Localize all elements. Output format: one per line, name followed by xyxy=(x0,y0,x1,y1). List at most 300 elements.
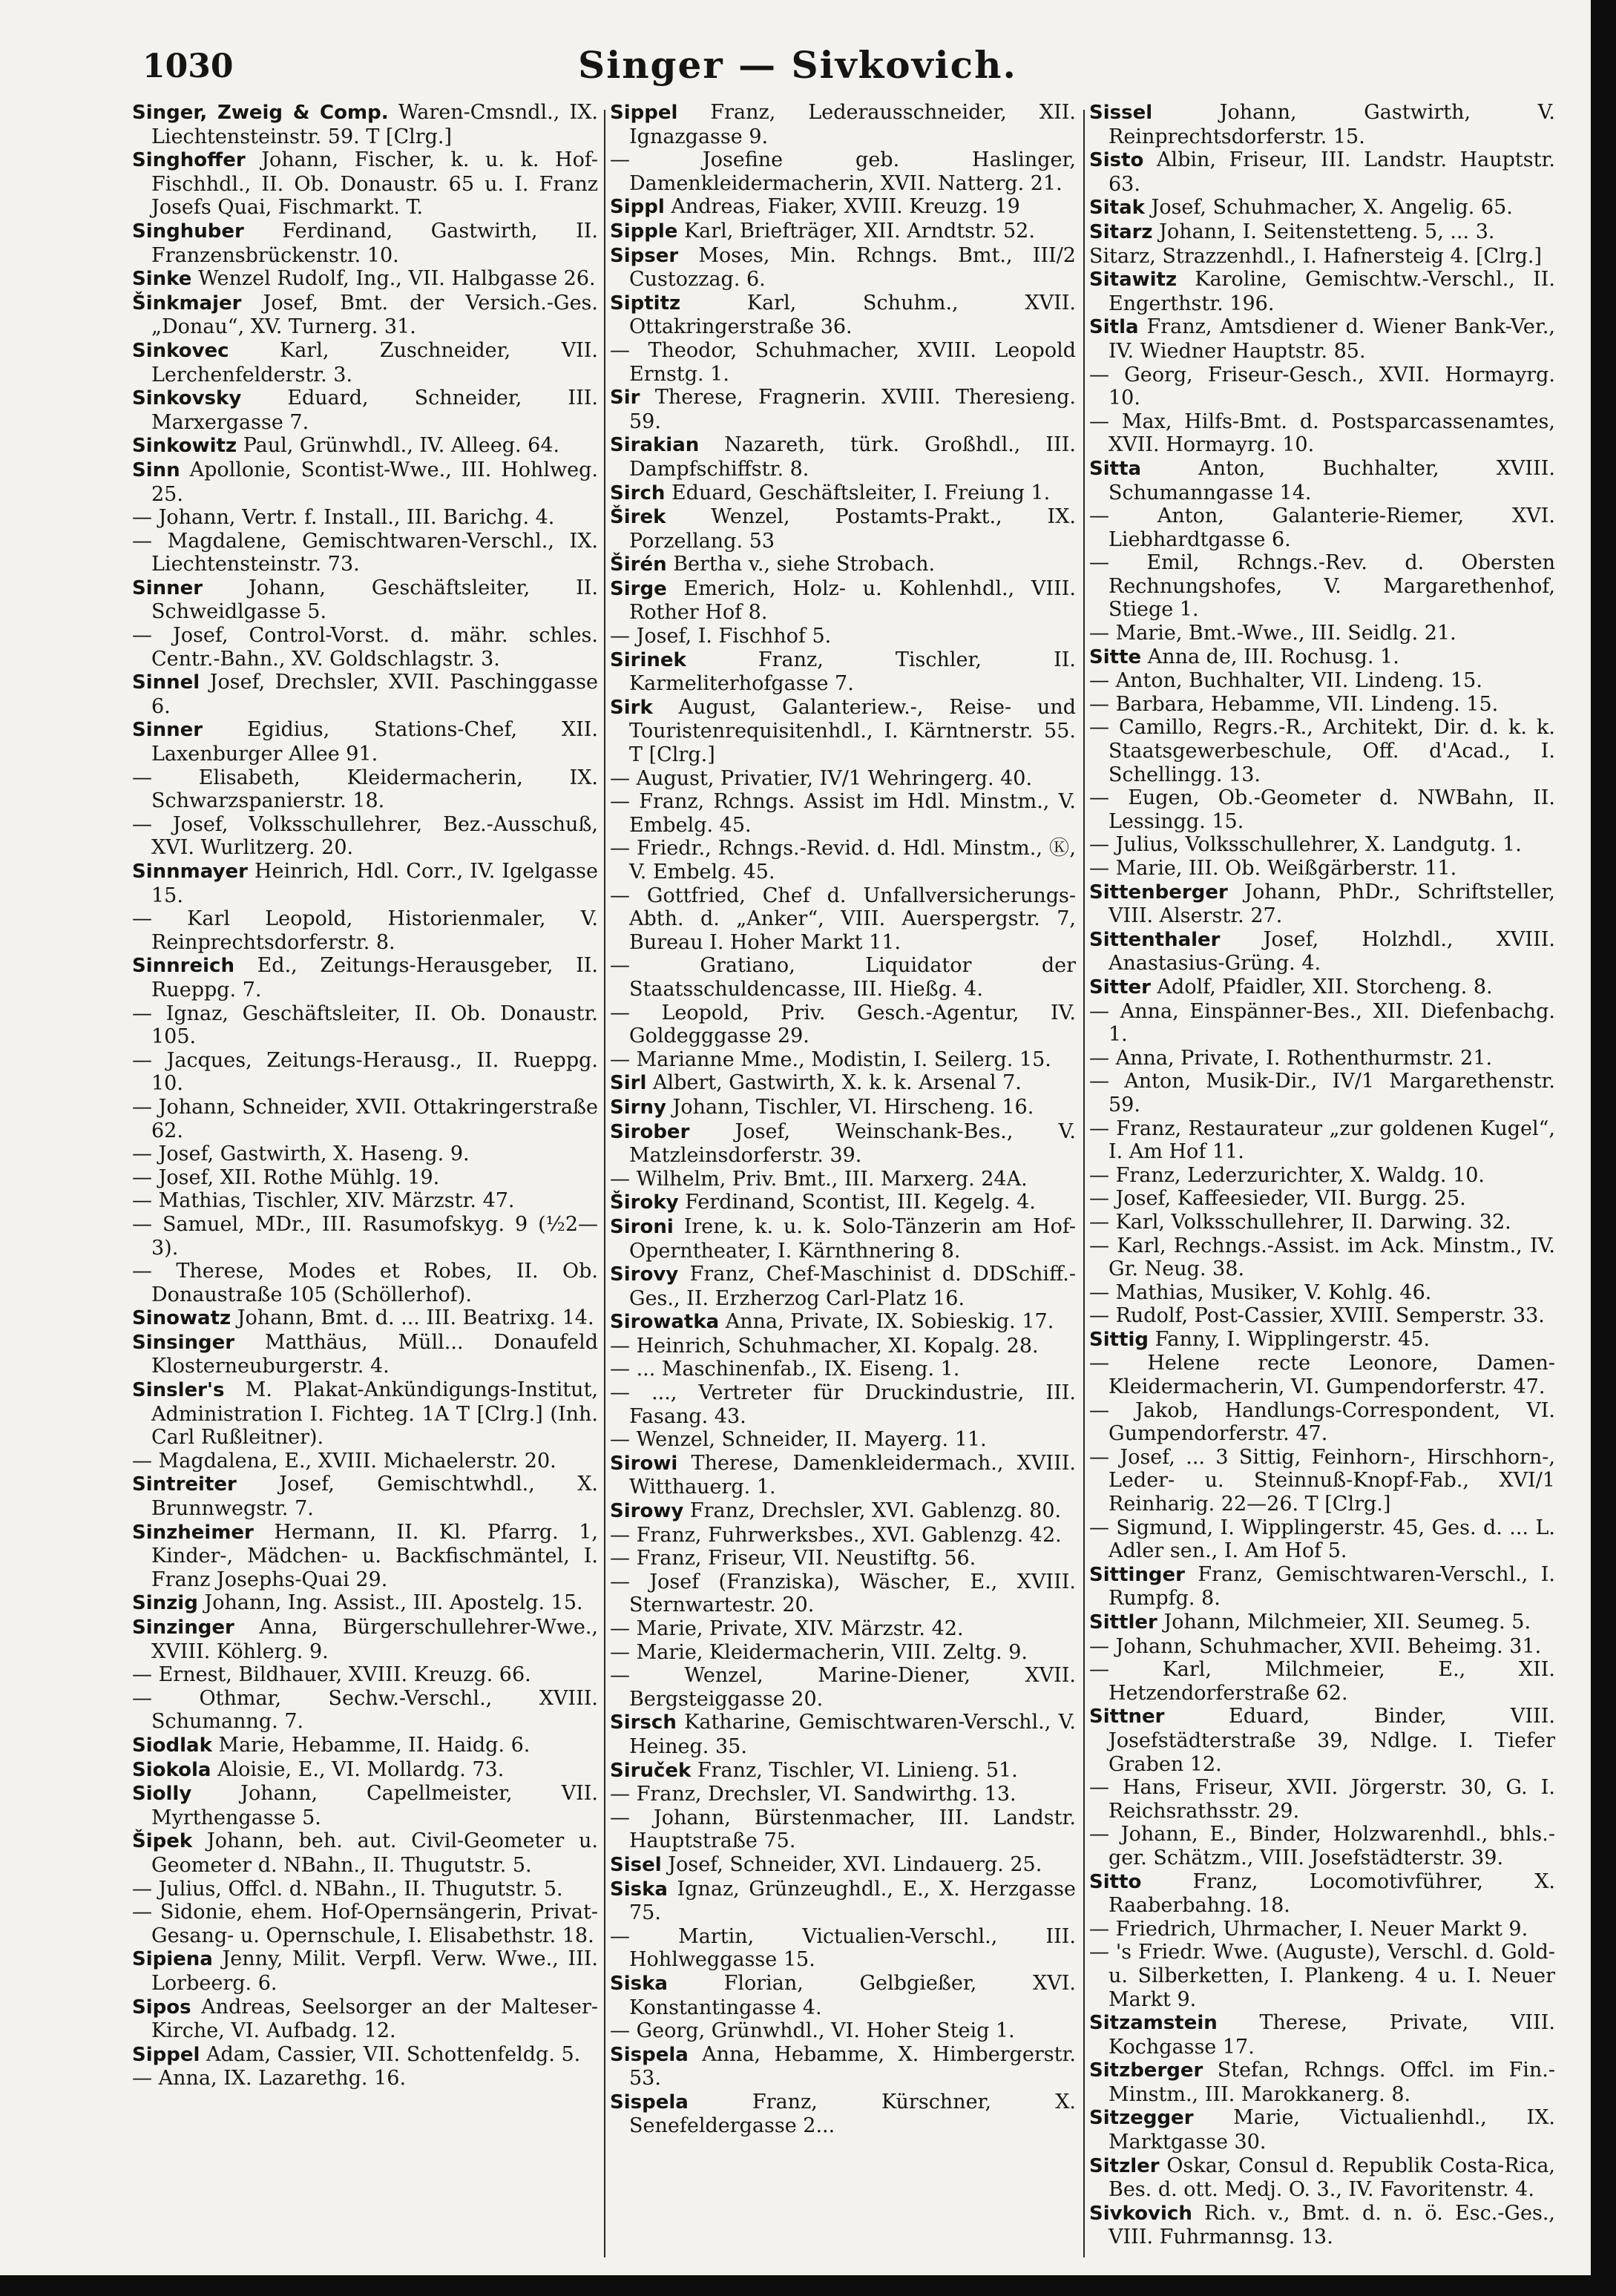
entry-details: — Heinrich, Schuhmacher, XI. Kopalg. 28. xyxy=(610,1334,1039,1358)
directory-entry xyxy=(610,220,1076,244)
directory-column-3 xyxy=(1089,101,1555,2263)
entry-details: Waren-Cmsndl., IX. Liechtensteinstr. 59. T [Clrg.] xyxy=(151,101,598,148)
entry-details: — Josef, Gastwirth, X. Haseng. 9. xyxy=(132,1142,470,1166)
entry-details: — Martin, Victualien-Verschl., III. Hohlweggasse 15. xyxy=(610,1924,1076,1972)
entry-details: — Georg, Friseur-Gesch., XVII. Hormayrg. 10. xyxy=(1089,363,1555,410)
directory-entry xyxy=(610,2091,1076,2138)
directory-entry xyxy=(132,1378,598,1450)
directory-entry xyxy=(1089,268,1555,315)
entry-surname: Sirakian xyxy=(610,434,700,457)
directory-entry xyxy=(132,506,598,530)
directory-entry xyxy=(132,458,598,506)
entry-surname: Sinowatz xyxy=(132,1307,231,1330)
entry-details: Nazareth, türk. Großhdl., III. Dampfschiffstr. 8. xyxy=(629,433,1076,481)
directory-entry xyxy=(1089,1070,1555,1116)
entry-details: — Julius, Volksschullehrer, X. Landgutg. 1. xyxy=(1089,833,1522,857)
entry-surname: Sitzler xyxy=(1089,2154,1160,2177)
entry-details: — Jakob, Handlungs-Correspondent, VI. Gumpendorferstr. 47. xyxy=(1089,1398,1555,1446)
entry-details: Albin, Friseur, III. Landstr. Hauptstr. 63. xyxy=(1108,148,1555,196)
directory-entry xyxy=(610,1499,1076,1524)
entry-surname: Sinnreich xyxy=(132,955,234,978)
directory-entry xyxy=(132,2067,598,2091)
entry-details: — Theodor, Schuhmacher, XVIII. Leopold Ernstg. 1. xyxy=(610,338,1076,386)
directory-entry xyxy=(132,1142,598,1166)
entry-details: Anna, Hebamme, X. Himbergerstr. 53. xyxy=(629,2042,1076,2091)
entry-surname: Siruček xyxy=(610,1759,692,1782)
entry-surname: Sinnel xyxy=(132,671,200,694)
entry-details: Franz, Gemischtwaren-Verschl., I. Rumpfg. 8. xyxy=(1108,1562,1555,1611)
directory-entry xyxy=(1089,2011,1555,2059)
directory-entry xyxy=(132,1663,598,1687)
directory-entry xyxy=(1089,928,1555,976)
entry-details: — Elisabeth, Kleidermacherin, IX. Schwarzspanierstr. 18. xyxy=(132,766,598,813)
directory-entry xyxy=(610,148,1076,195)
entry-details: — Magdalena, E., XVIII. Michaelerstr. 20. xyxy=(132,1449,556,1473)
directory-entry xyxy=(132,1782,598,1829)
entry-surname: Sittenthaler xyxy=(1089,928,1221,951)
entry-details: M. Plakat-Ankündigungs-Institut, Administration I. Fichteg. 1A T [Clrg.] (Inh. Carl Rußleitner). xyxy=(151,1378,598,1450)
entry-details: Therese, Fragnerin. XVIII. Theresieng. 59. xyxy=(629,386,1076,433)
entry-surname: Sitter xyxy=(1089,976,1151,999)
entry-details: Franz, Chef-Maschinist d. DDSchiff.-Ges., II. Erzherzog Carl-Platz 16. xyxy=(629,1263,1076,1310)
entry-surname: Sitte xyxy=(1089,645,1142,668)
entry-details: Josef, Bmt. der Versich.-Ges. „Donau“, XV. Turnerg. 31. xyxy=(151,291,598,339)
entry-details: Wenzel Rudolf, Ing., VII. Halbgasse 26. xyxy=(191,267,596,291)
directory-entry xyxy=(1089,1164,1555,1188)
entry-surname: Sittig xyxy=(1089,1328,1149,1351)
directory-entry xyxy=(132,1096,598,1142)
entry-details: — Eugen, Ob.-Geometer d. NWBahn, II. Lessingg. 15. xyxy=(1089,786,1555,833)
directory-entry xyxy=(610,790,1076,837)
entry-details: Franz, Tischler, VI. Linieng. 51. xyxy=(691,1758,1018,1782)
entry-surname: Siska xyxy=(610,1878,668,1901)
entry-details: Karl, Briefträger, XII. Arndtstr. 52. xyxy=(677,219,1035,243)
entry-surname: Sirch xyxy=(610,481,666,504)
entry-details: — Karl, Milchmeier, E., XII. Hetzendorferstraße 62. xyxy=(1089,1658,1555,1705)
entry-surname: Sittner xyxy=(1089,1705,1165,1728)
directory-entry xyxy=(1089,833,1555,857)
entry-details: Josef, Gemischtwhdl., X. Brunnwegstr. 7. xyxy=(151,1473,598,1521)
entry-surname: Sirl xyxy=(610,1072,647,1095)
entry-surname: Sirowy xyxy=(610,1500,684,1523)
entry-surname: Sipser xyxy=(610,244,679,267)
directory-entry xyxy=(610,1711,1076,1758)
entry-surname: Sinsler's xyxy=(132,1379,225,1402)
entry-details: Karl, Zuschneider, VII. Lerchenfelderstr. 3. xyxy=(151,338,598,386)
directory-entry xyxy=(1089,1352,1555,1398)
entry-details: Ignaz, Grünzeughdl., E., X. Herzgasse 75. xyxy=(629,1877,1076,1925)
entry-details: Josef, Schneider, XVI. Lindauerg. 25. xyxy=(661,1852,1042,1876)
directory-entry xyxy=(132,813,598,860)
entry-details: — Josef, I. Fischhof 5. xyxy=(610,625,832,648)
entry-details: — Johann, Schneider, XVII. Ottakringerstraße 62. xyxy=(132,1095,598,1142)
directory-entry xyxy=(1089,1776,1555,1823)
entry-surname: Sinn xyxy=(132,458,180,481)
directory-entry xyxy=(610,1759,1076,1783)
entry-details: — Magdalene, Gemischtwaren-Verschl., IX. Liechtensteinstr. 73. xyxy=(132,529,598,576)
directory-entry xyxy=(1089,1705,1555,1776)
directory-entry xyxy=(132,1591,598,1616)
entry-surname: Sinke xyxy=(132,268,192,291)
entry-details: Matthäus, Müll... Donaufeld Klosterneuburgerstr. 4. xyxy=(151,1330,598,1378)
directory-entry xyxy=(1089,1563,1555,1611)
directory-entry xyxy=(610,577,1076,625)
entry-details: Irene, k. u. k. Solo-Tänzerin am Hof-Operntheater, I. Kärnthnering 8. xyxy=(629,1214,1076,1263)
entry-surname: Sinsinger xyxy=(132,1331,235,1354)
entry-details: Franz, Tischler, II. Karmeliterhofgasse 7. xyxy=(629,648,1076,696)
directory-entry xyxy=(132,954,598,1001)
directory-entry xyxy=(1089,1823,1555,1869)
directory-entry xyxy=(610,2043,1076,2091)
directory-entry xyxy=(132,1734,598,1758)
entry-details: — Karl, Volksschullehrer, II. Darwing. 32. xyxy=(1089,1210,1511,1234)
directory-entry xyxy=(1089,669,1555,693)
entry-details: Franz, Locomotivführer, X. Raaberbahng. 18. xyxy=(1108,1869,1555,1918)
entry-surname: Sittler xyxy=(1089,1611,1157,1634)
directory-entry xyxy=(610,195,1076,220)
directory-entry xyxy=(1089,457,1555,504)
entry-details: — Gottfried, Chef d. Unfallversicherungs-Abth. d. „Anker“, VIII. Auerspergstr. 7, Bureau I. Hoher Markt 11. xyxy=(610,884,1076,954)
directory-entry xyxy=(132,1521,598,1592)
entry-details: Johann, Fischer, k. u. k. Hof-Fischhdl., II. Ob. Donaustr. 65 u. I. Franz Josefs Quai, Fischmarkt. T. xyxy=(151,148,598,220)
entry-details: Anna, Private, IX. Sobieskig. 17. xyxy=(719,1310,1054,1334)
entry-details: — Karl, Rechngs.-Assist. im Ack. Minstm., IV. Gr. Neug. 38. xyxy=(1089,1234,1555,1281)
entry-details: Heinrich, Hdl. Corr., IV. Igelgasse 15. xyxy=(151,860,598,907)
entry-details: Therese, Private, VIII. Kochgasse 17. xyxy=(1108,2011,1555,2059)
entry-surname: Sirk xyxy=(610,696,653,719)
directory-entry xyxy=(1089,148,1555,196)
entry-details: — Gratiano, Liquidator der Staatsschuldencasse, III. Hießg. 4. xyxy=(610,954,1076,1001)
directory-entry xyxy=(132,860,598,907)
entry-details: Adam, Cassier, VII. Schottenfeldg. 5. xyxy=(200,2042,581,2066)
directory-entry xyxy=(132,718,598,766)
entry-details: Josef, Holzhdl., XVIII. Anastasius-Grüng. 4. xyxy=(1108,927,1555,976)
entry-surname: Sitzberger xyxy=(1089,2059,1203,2082)
entry-details: Ferdinand, Scontist, III. Kegelg. 4. xyxy=(678,1191,1036,1214)
directory-entry xyxy=(610,1547,1076,1570)
entry-surname: Sitawitz xyxy=(1089,269,1177,292)
entry-details: Katharine, Gemischtwaren-Verschl., V. Heineg. 35. xyxy=(629,1711,1076,1758)
entry-details: — Franz, Restaurateur „zur goldenen Kugel“, I. Am Hof 11. xyxy=(1089,1116,1555,1164)
entry-details: — Anton, Buchhalter, VII. Lindeng. 15. xyxy=(1089,669,1482,693)
directory-entry xyxy=(610,339,1076,386)
directory-entry xyxy=(1089,2059,1555,2106)
entry-details: — Camillo, Regrs.-R., Architekt, Dir. d. k. k. Staatsgewerbeschule, Off. d'Acad., I. Schellingg. 13. xyxy=(1089,716,1555,786)
entry-details: — Franz, Friseur, VII. Neustiftg. 56. xyxy=(610,1547,976,1570)
entry-details: Franz, Kürschner, X. Senefeldergasse 2... xyxy=(629,2090,1076,2138)
entry-surname: Šipek xyxy=(132,1830,193,1853)
entry-details: Moses, Min. Rchngs. Bmt., III/2 Custozzag. 6. xyxy=(629,243,1076,292)
directory-entry xyxy=(1089,220,1555,245)
entry-details: — Josef, Control-Vorst. d. mähr. schles. Centr.-Bahn., XV. Goldschlagstr. 3. xyxy=(132,624,598,671)
directory-entry xyxy=(610,837,1076,884)
directory-entry xyxy=(1089,101,1555,148)
directory-entry xyxy=(610,2019,1076,2043)
entry-details: Wenzel, Postamts-Prakt., IX. Porzellang. 53 xyxy=(629,505,1076,553)
entry-surname: Singhoffer xyxy=(132,149,246,172)
entry-details: — Karl Leopold, Historienmaler, V. Reinprechtsdorferstr. 8. xyxy=(132,907,598,954)
entry-surname: Singhuber xyxy=(132,220,244,243)
directory-entry xyxy=(610,625,1076,648)
directory-entry xyxy=(610,1215,1076,1263)
entry-details: Johann, Ing. Assist., III. Apostelg. 15. xyxy=(197,1591,583,1615)
entry-details: — Josefine geb. Haslinger, Damenkleidermacherin, XVII. Natterg. 21. xyxy=(610,148,1076,195)
directory-entry xyxy=(610,1452,1076,1499)
directory-entry xyxy=(1089,2154,1555,2202)
entry-surname: Sitzamstein xyxy=(1089,2012,1218,2035)
entry-surname: Sitta xyxy=(1089,457,1142,480)
entry-surname: Sirsch xyxy=(610,1711,677,1734)
directory-entry xyxy=(132,1829,598,1877)
entry-details: — Hans, Friseur, XVII. Jörgerstr. 30, G. I. Reichsrathsstr. 29. xyxy=(1089,1776,1555,1823)
entry-details: — Leopold, Priv. Gesch.-Agentur, IV. Goldegggasse 29. xyxy=(610,1001,1076,1048)
entry-details: — Wenzel, Marine-Diener, XVII. Bergsteiggasse 20. xyxy=(610,1664,1076,1711)
directory-entry xyxy=(132,576,598,624)
entry-surname: Sitzegger xyxy=(1089,2107,1194,2130)
directory-entry xyxy=(1089,1399,1555,1446)
entry-details: Jenny, Milit. Verpfl. Verw. Wwe., III. Lorbeerg. 6. xyxy=(151,1947,598,1995)
directory-entry xyxy=(610,767,1076,791)
entry-details: — 's Friedr. Wwe. (Auguste), Verschl. d. Gold- u. Silberketten, I. Plankeng. 4 u. I. Neuer Markt 9. xyxy=(1089,1941,1555,2011)
entry-surname: Sirny xyxy=(610,1096,666,1119)
entry-details: — Ernest, Bildhauer, XVIII. Kreuzg. 66. xyxy=(132,1663,531,1687)
entry-details: Egidius, Stations-Chef, XII. Laxenburger Allee 91. xyxy=(151,718,598,766)
entry-surname: Sipiena xyxy=(132,1948,213,1971)
entry-details: Johann, beh. aut. Civil-Geometer u. Geometer d. NBahn., II. Thugutstr. 5. xyxy=(151,1829,598,1877)
directory-entry xyxy=(132,1331,598,1378)
directory-entry xyxy=(1089,1635,1555,1659)
entry-surname: Sippl xyxy=(610,196,665,219)
directory-entry xyxy=(610,292,1076,339)
directory-entry xyxy=(610,481,1076,506)
directory-entry xyxy=(1089,1328,1555,1352)
directory-entry xyxy=(132,434,598,458)
entry-details: — Friedr., Rchngs.-Revid. d. Hdl. Minstm., Ⓚ, V. Embelg. 45. xyxy=(610,837,1076,884)
entry-details: — Georg, Grünwhdl., VI. Hoher Steig 1. xyxy=(610,2019,1015,2043)
directory-entry xyxy=(132,292,598,339)
entry-details: Aloisie, E., VI. Mollardg. 73. xyxy=(211,1757,505,1781)
directory-entry xyxy=(132,1189,598,1213)
entry-details: Apollonie, Scontist-Wwe., III. Hohlweg. 25. xyxy=(151,458,598,506)
directory-entry xyxy=(610,1428,1076,1452)
entry-surname: Siska xyxy=(610,1972,668,1995)
directory-entry xyxy=(610,1641,1076,1665)
entry-details: Franz, Lederausschneider, XII. Ignazgasse 9. xyxy=(629,101,1076,148)
entry-surname: Sinner xyxy=(132,576,203,599)
entry-details: — Josef, ... 3 Sittig, Feinhorn-, Hirschhorn-, Leder- u. Steinnuß-Knopf-Fab., XVI/1 Reinharig. 22—26. T [Clrg.] xyxy=(1089,1445,1555,1516)
directory-entry xyxy=(132,1473,598,1520)
directory-entry xyxy=(610,1570,1076,1617)
directory-entry xyxy=(132,2043,598,2068)
entry-details: — Franz, Fuhrwerksbes., XVI. Gablenzg. 42. xyxy=(610,1523,1062,1547)
entry-details: Stefan, Rchngs. Offcl. im Fin.-Minstm., III. Marokkanerg. 8. xyxy=(1108,2059,1555,2106)
directory-entry xyxy=(610,1263,1076,1310)
entry-details: Johann, Capellmeister, VII. Myrthengasse 5. xyxy=(151,1782,598,1829)
directory-entry xyxy=(1089,1941,1555,2011)
entry-details: — Franz, Drechsler, VI. Sandwirthg. 13. xyxy=(610,1783,1016,1806)
entry-surname: Sintreiter xyxy=(132,1473,237,1496)
entry-details: — Jacques, Zeitungs-Herausg., II. Rueppg. 10. xyxy=(132,1048,598,1096)
entry-details: Bertha v., siehe Strobach. xyxy=(666,553,936,576)
entry-surname: Sirowi xyxy=(610,1452,678,1475)
entry-details: — Marie, Kleidermacherin, VIII. Zeltg. 9. xyxy=(610,1640,1028,1664)
directory-entry xyxy=(610,1335,1076,1358)
directory-entry xyxy=(132,1616,598,1663)
entry-details: Johann, Tischler, VI. Hirscheng. 16. xyxy=(666,1095,1034,1119)
entry-details: — ... Maschinenfab., IX. Eiseng. 1. xyxy=(610,1358,960,1381)
directory-entry xyxy=(1089,364,1555,410)
entry-details: — Anton, Musik-Dir., IV/1 Margarethenstr. 59. xyxy=(1089,1070,1555,1116)
entry-details: Andreas, Fiaker, XVIII. Kreuzg. 19 xyxy=(664,195,1020,219)
directory-entry xyxy=(1089,786,1555,833)
entry-surname: Sinkovec xyxy=(132,339,229,362)
directory-entry xyxy=(1089,1611,1555,1635)
directory-entry xyxy=(1089,1211,1555,1234)
entry-details: — Othmar, Sechw.-Verschl., XVIII. Schumanng. 7. xyxy=(132,1686,598,1734)
entry-surname: Sittinger xyxy=(1089,1563,1185,1586)
directory-entry xyxy=(610,1310,1076,1335)
directory-entry xyxy=(1089,716,1555,786)
directory-entry xyxy=(1089,1516,1555,1563)
directory-entry xyxy=(132,530,598,576)
entry-details: Eduard, Binder, VIII. Josefstädterstraße 39, Ndlge. I. Tiefer Graben 12. xyxy=(1108,1705,1555,1776)
entry-details: — Marie, Private, XIV. Märzstr. 42. xyxy=(610,1617,964,1640)
entry-details: Karl, Schuhm., XVII. Ottakringerstraße 36. xyxy=(629,291,1076,339)
directory-entry xyxy=(132,267,598,292)
entry-details: Anna, Bürgerschullehrer-Wwe., XVIII. Köhlerg. 9. xyxy=(151,1616,598,1663)
directory-entry xyxy=(1089,1000,1555,1047)
entry-details: Johann, Milchmeier, XII. Seumeg. 5. xyxy=(1157,1611,1531,1634)
entry-surname: Šinkmajer xyxy=(132,292,242,315)
entry-surname: Sirge xyxy=(610,577,667,600)
entry-surname: Sinkowitz xyxy=(132,435,237,458)
entry-details: — Samuel, MDr., III. Rasumofskyg. 9 (½2—3). xyxy=(132,1212,598,1260)
directory-entry xyxy=(132,101,598,148)
entry-details: Johann, I. Seitenstetteng. 5, ... 3. xyxy=(1152,220,1495,243)
entry-surname: Sinkovsky xyxy=(132,387,242,410)
entry-details: — Johann, Vertr. f. Install., III. Barichg. 4. xyxy=(132,506,555,530)
entry-details: — Johann, Schuhmacher, XVII. Beheimg. 31. xyxy=(1089,1634,1542,1658)
entry-details: Eduard, Geschäftsleiter, I. Freiung 1. xyxy=(665,481,1051,504)
entry-surname: Sisel xyxy=(610,1853,662,1876)
entry-details: — Anna, Einspänner-Bes., XII. Diefenbachg. 1. xyxy=(1089,999,1555,1047)
directory-entry xyxy=(610,1878,1076,1925)
entry-details: Andreas, Seelsorger an der Malteser-Kirche, VI. Aufbadg. 12. xyxy=(151,1995,598,2043)
directory-entry xyxy=(610,1783,1076,1806)
directory-entry xyxy=(610,1071,1076,1096)
directory-entry xyxy=(1089,196,1555,220)
entry-surname: Sinzinger xyxy=(132,1616,234,1639)
entry-details: Johann, Gastwirth, V. Reinprechtsdorferstr. 15. xyxy=(1108,101,1555,148)
entry-details: — Josef (Franziska), Wäscher, E., XVIII. Sternwartestr. 20. xyxy=(610,1570,1076,1617)
directory-entry xyxy=(1089,645,1555,670)
directory-entry xyxy=(132,1049,598,1096)
entry-surname: Sivkovich xyxy=(1089,2202,1192,2225)
entry-details: Josef, Weinschank-Bes., V. Matzleinsdorferstr. 39. xyxy=(629,1119,1076,1168)
directory-entry xyxy=(1089,2202,1555,2249)
directory-entry xyxy=(1089,1304,1555,1328)
entry-details: Josef, Schuhmacher, X. Angelig. 65. xyxy=(1144,196,1513,220)
directory-entry xyxy=(132,907,598,954)
directory-entry xyxy=(610,505,1076,553)
entry-surname: Singer, Zweig & Comp. xyxy=(132,102,389,124)
entry-surname: Sippel xyxy=(132,2043,200,2066)
directory-entry xyxy=(1089,976,1555,1000)
directory-entry xyxy=(132,766,598,813)
entry-details: Johann, PhDr., Schriftsteller, VIII. Alserstr. 27. xyxy=(1108,880,1555,928)
entry-surname: Sinzig xyxy=(132,1592,198,1615)
directory-entry xyxy=(132,1687,598,1734)
directory-entry xyxy=(610,696,1076,767)
directory-entry xyxy=(132,1450,598,1473)
directory-entry xyxy=(132,671,598,718)
directory-entry xyxy=(1089,693,1555,717)
entry-details: Hermann, II. Kl. Pfarrg. 1, Kinder-, Mädchen- u. Backfischmäntel, I. Franz Josephs-Quai 29. xyxy=(151,1520,598,1591)
entry-details: — Franz, Rchngs. Assist im Hdl. Minstm., V. Embelg. 45. xyxy=(610,790,1076,837)
directory-entry xyxy=(132,1166,598,1190)
scan-edge xyxy=(0,2275,1616,2296)
directory-entry xyxy=(1089,410,1555,457)
page-number: 1030 xyxy=(142,47,234,85)
directory-entry xyxy=(1089,315,1555,363)
entry-details: — Marianne Mme., Modistin, I. Seilerg. 15. xyxy=(610,1047,1051,1071)
directory-entry xyxy=(610,1048,1076,1072)
entry-details: — Friedrich, Uhrmacher, I. Neuer Markt 9. xyxy=(1089,1917,1528,1941)
directory-entry xyxy=(610,1853,1076,1878)
entry-surname: Sippel xyxy=(610,102,678,124)
entry-details: Sitarz, Strazzenhdl., I. Hafnersteig 4. [Clrg.] xyxy=(1089,244,1543,268)
entry-details: — August, Privatier, IV/1 Wehringerg. 40. xyxy=(610,766,1033,790)
entry-surname: Sinzheimer xyxy=(132,1521,254,1544)
entry-details: Adolf, Pfaidler, XII. Storcheng. 8. xyxy=(1150,975,1493,999)
directory-entry xyxy=(1089,881,1555,928)
entry-details: Oskar, Consul d. Republik Costa-Rica, Bes. d. ott. Medj. O. 3., IV. Favoritenstr. 4. xyxy=(1108,2154,1555,2202)
entry-surname: Sitak xyxy=(1089,197,1145,220)
entry-details: Emerich, Holz- u. Kohlenhdl., VIII. Rother Hof 8. xyxy=(629,576,1076,625)
directory-entry xyxy=(132,1260,598,1306)
entry-details: — ..., Vertreter für Druckindustrie, III. Fasang. 43. xyxy=(610,1381,1076,1428)
entry-details: Florian, Gelbgießer, XVI. Konstantingasse 4. xyxy=(629,1971,1076,2019)
directory-entry xyxy=(132,386,598,434)
entry-details: Marie, Hebamme, II. Haidg. 6. xyxy=(211,1733,531,1757)
entry-details: — Barbara, Hebamme, VII. Lindeng. 15. xyxy=(1089,692,1499,716)
directory-entry xyxy=(1089,1047,1555,1070)
directory-entry xyxy=(610,553,1076,577)
entry-details: — Mathias, Musiker, V. Kohlg. 46. xyxy=(1089,1280,1432,1304)
directory-entry xyxy=(1089,622,1555,645)
directory-entry xyxy=(610,1972,1076,2019)
entry-details: Fanny, I. Wipplingerstr. 45. xyxy=(1149,1327,1431,1351)
entry-surname: Siptitz xyxy=(610,292,681,315)
directory-entry xyxy=(1089,1234,1555,1281)
entry-details: Johann, Geschäftsleiter, II. Schweidlgasse 5. xyxy=(151,576,598,624)
column-divider xyxy=(604,110,605,2257)
entry-surname: Siolly xyxy=(132,1783,192,1806)
directory-entry xyxy=(610,1001,1076,1048)
directory-entry xyxy=(1089,1187,1555,1211)
entry-surname: Sitarz xyxy=(1089,220,1153,243)
entry-details: Ferdinand, Gastwirth, II. Franzensbrückenstr. 10. xyxy=(151,219,598,267)
entry-surname: Sirovy xyxy=(610,1263,679,1286)
entry-details: — Max, Hilfs-Bmt. d. Postsparcassenamtes, XVII. Hormayrg. 10. xyxy=(1089,409,1555,457)
directory-entry xyxy=(132,1901,598,1947)
entry-surname: Siokola xyxy=(132,1758,211,1781)
directory-entry xyxy=(132,1758,598,1783)
entry-details: — Rudolf, Post-Cassier, XVIII. Semperstr. 33. xyxy=(1089,1304,1545,1328)
directory-entry xyxy=(132,1996,598,2043)
entry-details: — Julius, Offcl. d. NBahn., II. Thugutstr. 5. xyxy=(132,1877,563,1901)
directory-entry xyxy=(610,433,1076,481)
